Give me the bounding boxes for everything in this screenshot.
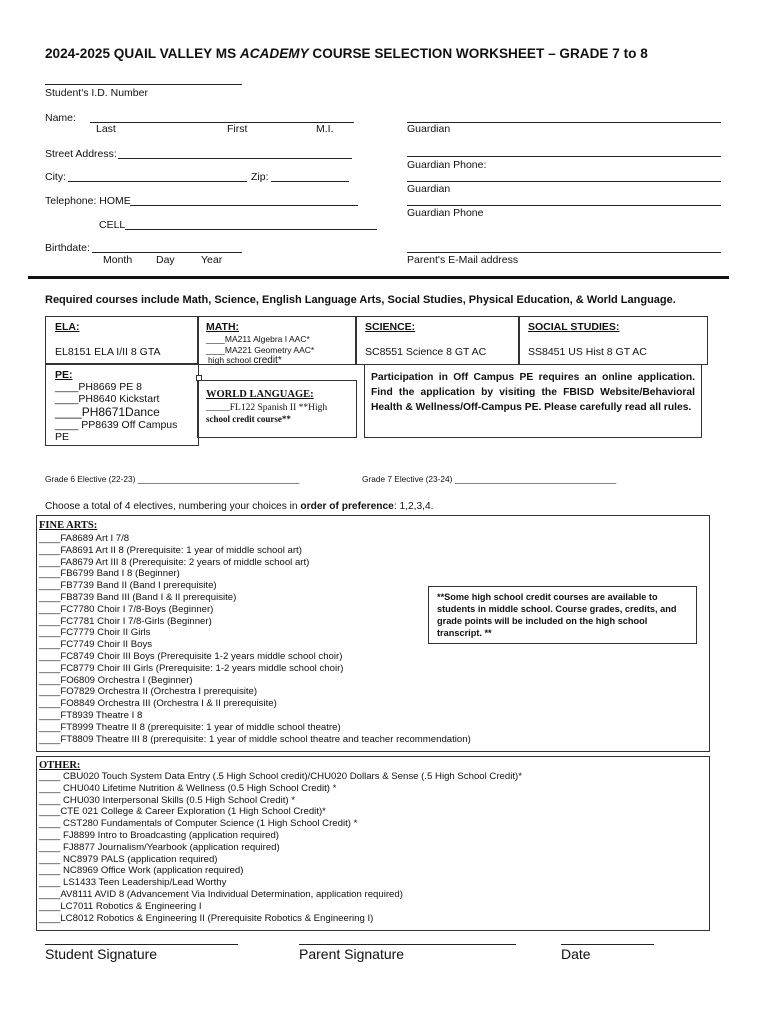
- birthdate-field[interactable]: [92, 240, 242, 253]
- other-item[interactable]: ____ LS1433 Teen Leadership/Lead Worthy: [39, 877, 227, 889]
- student-signature-line[interactable]: [45, 936, 238, 945]
- pe-option-off-campus[interactable]: ____ PP8639 Off Campus: [55, 419, 178, 431]
- day-label: Day: [156, 254, 175, 266]
- choose-electives-instruction: Choose a total of 4 electives, numbering your choices in order of preference: 1,2,3,4.: [45, 501, 434, 512]
- street-address-label: Street Address:: [45, 148, 117, 160]
- other-item[interactable]: ____LC7011 Robotics & Engineering I: [39, 900, 202, 912]
- other-item[interactable]: ____ CBU020 Touch System Data Entry (.5 High School credit)/CHU020 Dollars & Sense (.5 High School Credit)*: [39, 771, 522, 782]
- hs-credit-note-box: [428, 586, 697, 644]
- fine-arts-item[interactable]: ____FA8689 Art I 7/8: [39, 533, 130, 544]
- grade7-elective: Grade 7 Elective (23-24) ___________________________________: [362, 474, 617, 484]
- student-id-label: Student's I.D. Number: [45, 87, 148, 99]
- fine-arts-item[interactable]: ____FC7779 Choir II Girls: [39, 627, 151, 639]
- math-algebra-option[interactable]: ____MA211 Algebra I AAC*: [206, 334, 310, 344]
- page-title: 2024-2025 QUAIL VALLEY MS ACADEMY COURSE SELECTION WORKSHEET – GRADE 7 to 8: [45, 46, 648, 61]
- other-item[interactable]: ____ CST280 Fundamentals of Computer Science (1 High School Credit) *: [39, 818, 358, 830]
- year-label: Year: [201, 254, 223, 266]
- parent-email-field[interactable]: [407, 240, 721, 253]
- other-list: [39, 771, 522, 924]
- offcampus-pe-note: Participation in Off Campus PE requires an online application. Find the application by visiting the FBISD Website/Behavioral Health & Wellness/Off-Campus PE. Please carefully read all rules.: [371, 372, 695, 413]
- guardian2-field[interactable]: [407, 193, 721, 206]
- ela-course: EL8151 ELA I/II 8 GTA: [55, 346, 161, 358]
- math-geometry-option[interactable]: ____MA221 Geometry AAC*: [206, 345, 315, 355]
- social-studies-box: [518, 316, 708, 365]
- other-item[interactable]: ____CTE 021 College & Career Exploration (1 High School Credit)*: [39, 806, 326, 818]
- guardian2-label: Guardian: [407, 183, 451, 195]
- birthdate-label: Birthdate:: [45, 242, 90, 254]
- world-language-heading: WORLD LANGUAGE:: [206, 389, 314, 400]
- fine-arts-item[interactable]: ____FB8739 Band III (Band I & II prerequisite): [39, 591, 237, 603]
- other-item[interactable]: ____AV8111 AVID 8 (Advancement Via Individual Determination, application required): [39, 888, 403, 900]
- month-label: Month: [103, 254, 133, 266]
- student-signature-label: Student Signature: [45, 946, 158, 962]
- other-item[interactable]: ____ FJ8899 Intro to Broadcasting (application required): [39, 829, 279, 841]
- guardian-phone-field[interactable]: [407, 169, 721, 182]
- science-heading: SCIENCE:: [365, 321, 416, 333]
- section-divider: [28, 276, 729, 279]
- grade6-elective: Grade 6 Elective (22-23) ___________________________________: [45, 474, 300, 484]
- fine-arts-item[interactable]: ____FB6799 Band I 8 (Beginner): [39, 568, 180, 580]
- fine-arts-item[interactable]: ____FT8939 Theatre I 8: [39, 709, 143, 721]
- cell-label: CELL: [99, 219, 126, 231]
- required-courses-note: Required courses include Math, Science, English Language Arts, Social Studies, Physical Education, & World Language.: [45, 294, 676, 306]
- fine-arts-item[interactable]: ____FO8849 Orchestra III (Orchestra I & II prerequisite): [39, 698, 277, 710]
- telephone-home-label: Telephone: HOME: [45, 195, 131, 207]
- pe-option-dance[interactable]: ____PH8671Dance: [55, 405, 160, 419]
- city-label: City:: [45, 171, 66, 183]
- other-item[interactable]: ____ CHU030 Interpersonal Skills (0.5 High School Credit) *: [39, 794, 295, 806]
- science-box: [355, 316, 520, 365]
- guardian-phone-label: Guardian Phone:: [407, 159, 487, 171]
- date-label: Date: [561, 946, 591, 962]
- fine-arts-item[interactable]: ____FC7749 Choir II Boys: [39, 639, 153, 651]
- math-credit-note: high school credit*: [208, 355, 282, 366]
- ela-heading: ELA:: [55, 321, 80, 333]
- name-field[interactable]: [90, 110, 354, 123]
- parent-signature-line[interactable]: [299, 936, 516, 945]
- ela-box: [45, 316, 199, 365]
- date-line[interactable]: [561, 936, 654, 945]
- city-field[interactable]: [68, 169, 247, 182]
- last-label: Last: [96, 123, 116, 135]
- student-id-field[interactable]: [45, 72, 242, 85]
- guardian-field[interactable]: [407, 110, 721, 123]
- pe-option-kickstart[interactable]: ____PH8640 Kickstart: [55, 393, 160, 405]
- fine-arts-item[interactable]: ____FO6809 Orchestra I (Beginner): [39, 674, 193, 686]
- other-box: [36, 756, 710, 931]
- world-language-box: [197, 380, 357, 438]
- pe-option-off-campus-cont: PE: [55, 431, 70, 443]
- cell-field[interactable]: [125, 217, 377, 230]
- hs-credit-note: **Some high school credit courses are available to students in middle school. Course grades, credits, and grade points will be included on the high school transcript. **: [437, 592, 677, 638]
- spanish-ii-option[interactable]: _____FL122 Spanish II **High: [206, 403, 328, 413]
- fine-arts-item[interactable]: ____FA8691 Art II 8 (Prerequisite: 1 year of middle school art): [39, 544, 302, 556]
- first-label: First: [227, 123, 248, 135]
- other-item[interactable]: ____ CHU040 Lifetime Nutrition & Wellness (0.5 High School Credit) *: [39, 782, 337, 794]
- fine-arts-item[interactable]: ____FC8749 Choir III Boys (Prerequisite 1-2 years middle school choir): [39, 650, 343, 662]
- math-box: [197, 316, 357, 365]
- other-item[interactable]: ____ NC8969 Office Work (application required): [39, 865, 244, 877]
- social-studies-course: SS8451 US Hist 8 GT AC: [528, 346, 647, 358]
- telephone-home-field[interactable]: [130, 193, 358, 206]
- other-heading: OTHER:: [39, 760, 81, 771]
- pe-heading: PE:: [55, 369, 73, 381]
- pe-box: [45, 363, 199, 446]
- other-item[interactable]: ____LC8012 Robotics & Engineering II (Prerequisite Robotics & Engineering I): [39, 912, 374, 924]
- offcampus-pe-note-box: [364, 364, 702, 438]
- name-label: Name:: [45, 112, 76, 124]
- zip-label: Zip:: [251, 171, 269, 183]
- other-item[interactable]: ____ NC8979 PALS (application required): [39, 853, 218, 865]
- spanish-credit-note: school credit course**: [206, 414, 291, 424]
- fine-arts-item[interactable]: ____FB7739 Band II (Band I prerequisite): [39, 580, 217, 592]
- social-studies-heading: SOCIAL STUDIES:: [528, 321, 620, 333]
- guardian2-phone-label: Guardian Phone: [407, 207, 484, 219]
- parent-signature-label: Parent Signature: [299, 946, 405, 962]
- fine-arts-item[interactable]: ____FT8999 Theatre II 8 (prerequisite: 1 year of middle school theatre): [39, 721, 341, 733]
- fine-arts-item[interactable]: ____FC7780 Choir I 7/8-Boys (Beginner): [39, 603, 214, 615]
- math-heading: MATH:: [206, 321, 240, 333]
- fine-arts-list: [39, 533, 471, 745]
- science-course: SC8551 Science 8 GT AC: [365, 346, 487, 358]
- guardian-label: Guardian: [407, 123, 451, 135]
- zip-field[interactable]: [271, 169, 349, 182]
- fine-arts-item[interactable]: ____FT8809 Theatre III 8 (prerequisite: 1 year of middle school theatre and teacher recommendation): [39, 733, 471, 745]
- pe-option-pe8[interactable]: ____PH8669 PE 8: [55, 381, 142, 393]
- fine-arts-item[interactable]: ____FC7781 Choir I 7/8-Girls (Beginner): [39, 615, 212, 627]
- parent-email-label: Parent's E-Mail address: [407, 254, 519, 266]
- street-address-field[interactable]: [118, 146, 352, 159]
- fine-arts-item[interactable]: ____FA8679 Art III 8 (Prerequisite: 2 years of middle school art): [39, 556, 310, 568]
- mi-label: M.I.: [316, 123, 334, 135]
- other-item[interactable]: ____ FJ8877 Journalism/Yearbook (application required): [39, 841, 280, 853]
- guardian-phone-line-top[interactable]: [407, 146, 721, 157]
- fine-arts-item[interactable]: ____FO7829 Orchestra II (Orchestra I prerequisite): [39, 686, 258, 698]
- fine-arts-heading: FINE ARTS:: [39, 520, 98, 531]
- fine-arts-item[interactable]: ____FC8779 Choir III Girls (Prerequisite: 1-2 years middle school choir): [39, 662, 344, 674]
